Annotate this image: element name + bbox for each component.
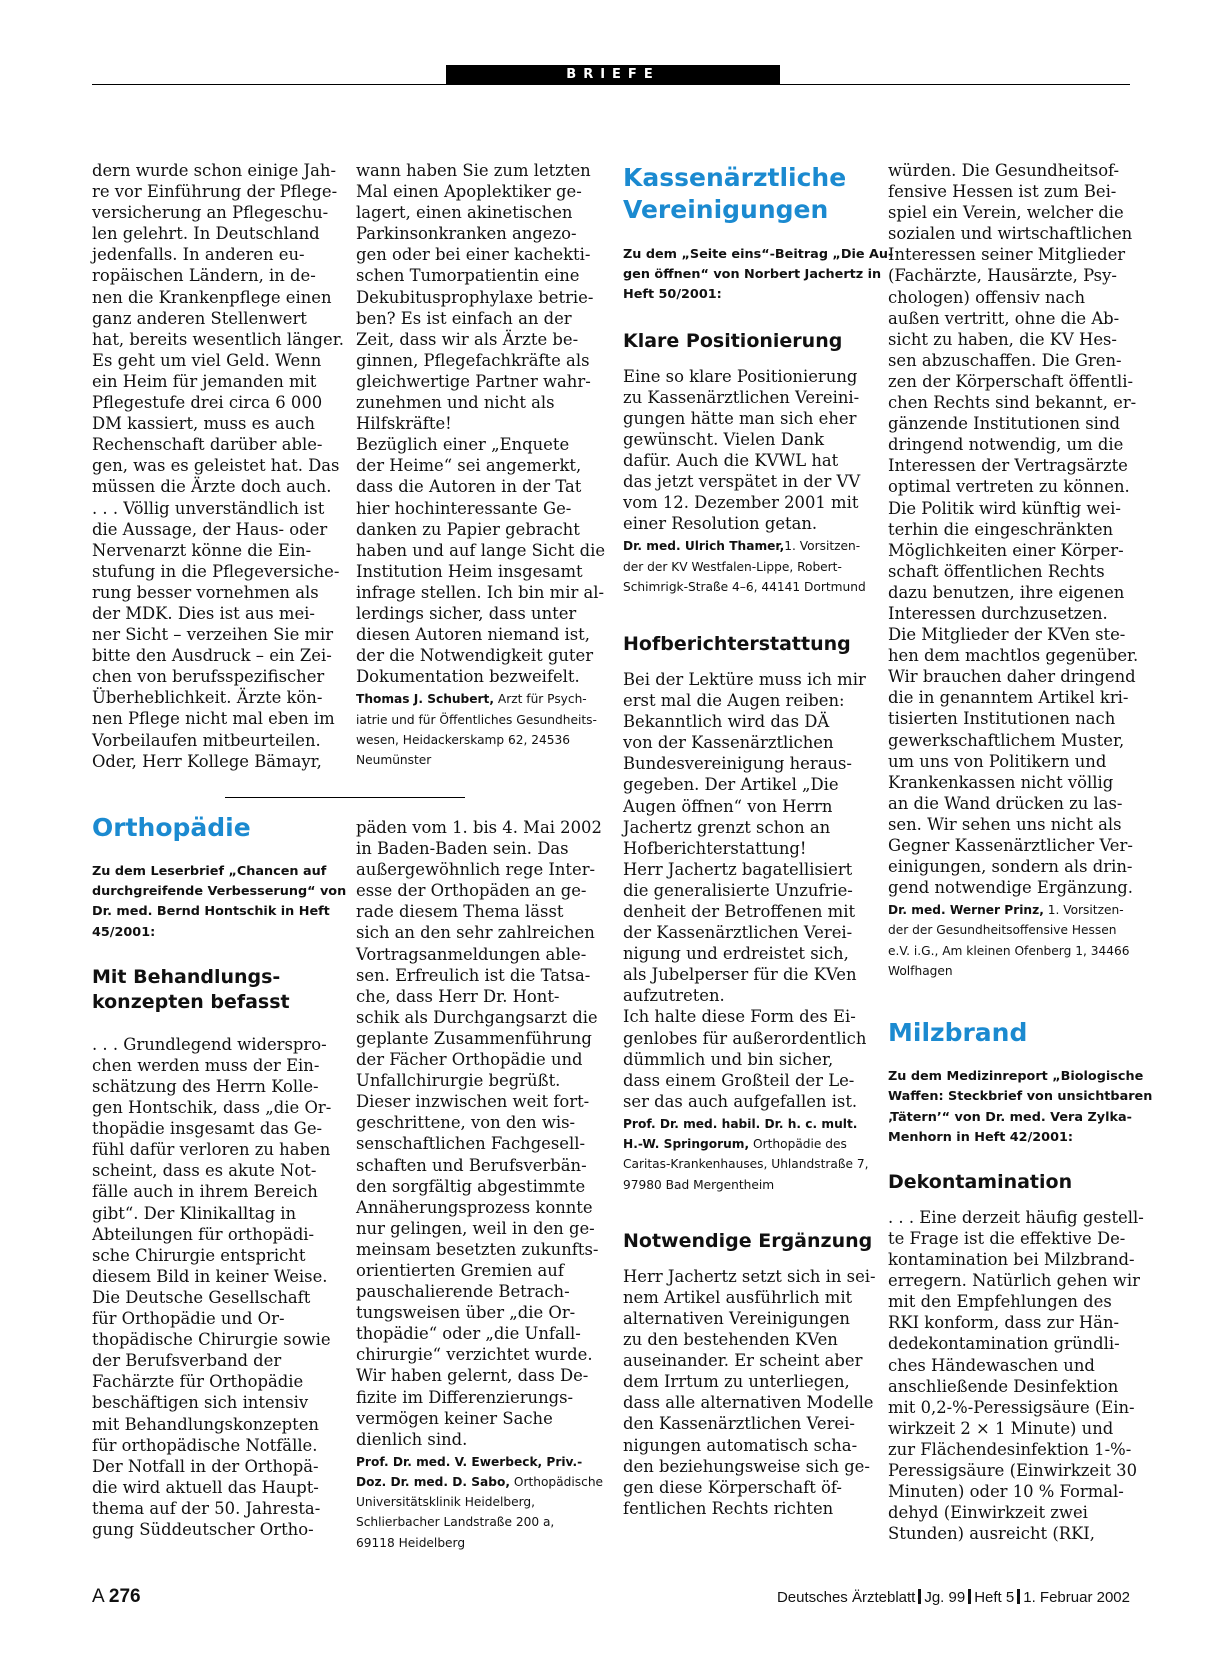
journal-name: Deutsches Ärzteblatt bbox=[776, 1589, 916, 1606]
signature-name: Dr. med. Ulrich Thamer, bbox=[623, 539, 785, 554]
signature-name: Dr. med. Werner Prinz, bbox=[888, 903, 1044, 918]
letter-subheading: Notwendige Ergänzung bbox=[623, 1229, 873, 1252]
letter-text: wann haben Sie zum letzten Mal einen Apoplektiker ge- lagert, einen akinetischen Parkinsonkranken angezo- gen oder bei einer kachekti- schen Tumorpatientin eine Dekubitusprophylaxe betrie- ben? Es ist einfach an der Zeit, dass wir als Ärzte be- ginnen, Pflegefachkräfte als gleichwertige Partner wahr- zunehmen und nicht als Hilfskräfte! Bezüglich einer „Enquete der Heime“ sei angemerkt, dass die Autoren in der Tat hier hochinteressante Ge- danken zu Papier gebracht haben und auf lange Sicht die Institution Heim insgesamt infrage stellen. Ich bin mir al- lerdings sicher, dass unter diesen Autoren niemand ist, der die Notwendigkeit guter Dokumentation bezweifelt. bbox=[356, 161, 606, 687]
letter-text: päden vom 1. bis 4. Mai 2002 in Baden-Baden sein. Das außergewöhnlich rege Inter- esse der Orthopäden an ge- rade diesem Thema lässt sich an den sehr zahlreichen Vortragsanmeldungen able- sen. Erfreulich ist die Tatsa- che, dass Herr Dr. Hont- schik als Durchgangsarzt die geplante Zusammenführung der Fächer Orthopädie und Unfallchirurgie begrüßt. Dieser inzwischen weit fort- geschrittene, von den wis- senschaftlichen Fachgesell- schaften und Berufsverbän- den sorgfältig abgestimmte Annäherungsprozess konnte nur gelingen, weil in den ge- meinsam besetzten zukunfts- orientierten Gremien auf pauschalierende Betrach- tungsweisen über „die Or- thopädie“ oder „die Unfall- chirurgie“ verzichtet wurde. Wir haben gelernt, dass De- fizite im Differenzierungs- vermögen keiner Sache dienlich sind. bbox=[356, 818, 602, 1449]
reference-intro: Zu dem Leserbrief „Chancen auf durchgreifende Verbesserung“ von Dr. med. Bernd Hontschik in Heft 45/2001: bbox=[92, 864, 347, 940]
divider-rule bbox=[225, 797, 465, 798]
footer-separator bbox=[918, 1589, 921, 1604]
letter-text: Eine so klare Positionierung zu Kassenärztlichen Vereini- gungen hätte man sich eher gewünscht. Vielen Dank dafür. Auch die KVWL hat das jetzt verspätet in der VV vom 12. Dezember 2001 mit einer Resolution getan. bbox=[623, 366, 861, 534]
signature-affiliation: Orthopädische Universitätsklinik Heidelberg, Schlierbacher Landstraße 200 a, 69118 Heidelberg bbox=[356, 1475, 604, 1550]
section-title: Milzbrand bbox=[888, 1018, 1028, 1048]
signature bbox=[888, 900, 1133, 981]
journal-date: 1. Februar 2002 bbox=[1023, 1589, 1130, 1606]
signature-affiliation: Arzt für Psych- iatrie und für Öffentliches Gesundheits- wesen, Heidackerskamp 62, 24536 Neumünster bbox=[356, 692, 597, 767]
column-4 bbox=[888, 160, 1153, 1544]
letter-subheading: Hofberichterstattung bbox=[623, 632, 851, 655]
section-kassenaerztliche-vereinigungen bbox=[623, 162, 894, 1519]
section-title: Kassenärztliche Vereinigungen bbox=[623, 163, 847, 224]
section-orthopaedie-cont bbox=[356, 817, 604, 1553]
page-number bbox=[92, 1585, 141, 1609]
letter-text: würden. Die Gesundheitsof- fensive Hessen ist zum Bei- spiel ein Verein, welcher die sozialen und wirtschaftlichen Interessen seiner Mitglieder (Fachärzte, Hausärzte, Psy- chologen) offensiv nach außen vertritt, ohne die Ab- sicht zu haben, die KV Hes- sen abzuschaffen. Die Gren- zen der Körperschaft öffentli- chen Rechts sind bekannt, er- gänzende Institutionen sind dringend notwendig, um die Interessen der Vertragsärzte optimal vertreten zu können. Die Politik wird künftig wei- terhin die eingeschränkten Möglichkeiten einer Körper- schaft öffentlichen Rechts dazu benutzen, ihre eigenen Interessen durchzusetzen. Die Mitglieder der KVen ste- hen dem machtlos gegenüber. Wir brauchen daher dringend die in genanntem Artikel kri- tisierten Institutionen nach gewerkschaftlichem Muster, um uns von Politikern und Krankenkassen nicht völlig an die Wand drücken zu las- sen. Wir sehen uns nicht als Gegner Kassenärztlicher Ver- einigungen, sondern als drin- gend notwendige Ergänzung. bbox=[888, 161, 1139, 898]
letter-text: Bei der Lektüre muss ich mir erst mal die Augen reiben: Bekanntlich wird das DÄ von der Kassenärztlichen Bundesvereinigung heraus- gegeben. Der Artikel „Die Augen öffnen“ von Herrn Jachertz grenzt schon an Hofberichterstattung! Herr Jachertz bagatellisiert die generalisierte Unzufrie- denheit der Betroffenen mit der Kassenärztlichen Verei- nigung und erdreistet sich, als Jubelperser für die KVen aufzutreten. Ich halte diese Form des Ei- genlobes für außerordentlich dümmlich und bin sicher, dass einem Großteil der Le- ser das auch aufgefallen ist. bbox=[623, 669, 867, 1111]
letter-text: . . . Eine derzeit häufig gestell- te Frage ist die effektive De- kontamination bei Milzbrand- erregern. Natürlich gehen wir mit den Empfehlungen des RKI konform, dass zur Hän- dedekontamination gründli- ches Händewaschen und anschließende Desinfektion mit 0,2-%-Peressigsäure (Ein- wirkzeit 2 × 1 Minute) und zur Flächendesinfektion 1-%- Peressigsäure (Einwirkzeit 30 Minuten) oder 10 % Formal- dehyd (Einwirkzeit zwei Stunden) ausreicht (RKI, bbox=[888, 1207, 1144, 1544]
signature-affiliation: 1. Vorsitzen- der der KV Westfalen-Lippe, Robert- Schimrigk-Straße 4–6, 44141 Dortmund bbox=[623, 539, 866, 594]
column-2-top bbox=[356, 160, 606, 770]
letter-text: dern wurde schon einige Jah- re vor Einführung der Pflege- versicherung an Pflegeschu- len gelehrt. In Deutschland jedenfalls. In anderen eu- ropäischen Ländern, in de- nen die Krankenpflege einen ganz anderen Stellenwert hat, bereits wesentlich länger. Es geht um viel Geld. Wenn ein Heim für jemanden mit Pflegestufe drei circa 6 000 DM kassiert, muss es auch Rechenschaft darüber able- gen, was es geleistet hat. Das müssen die Ärzte doch auch. . . . Völlig unverständlich ist die Aussage, der Haus- oder Nervenarzt könne die Ein- stufung in die Pflegeversiche- rung besser vornehmen als der MDK. Dies ist aus mei- ner Sicht – verzeihen Sie mir bitte den Ausdruck – ein Zei- chen von berufsspezifischer Überheblichkeit. Ärzte kön- nen Pflege nicht mal eben im Vorbeilaufen mitbeurteilen. Oder, Herr Kollege Bämayr, bbox=[92, 161, 344, 771]
signature-affiliation: Orthopädie des Caritas-Krankenhauses, Uhlandstraße 7, 97980 Bad Mergentheim bbox=[623, 1137, 869, 1192]
section-title: Orthopädie bbox=[92, 813, 251, 842]
letter-text: Herr Jachertz setzt sich in sei- nem Artikel ausführlich mit alternativen Vereinigungen zu den bestehenden KVen auseinander. Er scheint aber dem Irrtum zu unterliegen, dass alle alternativen Modelle den Kassenärztlichen Verei- nigungen automatisch scha- den beziehungsweise sich ge- gen diese Körperschaft öf- fentlichen Rechts richten bbox=[623, 1266, 876, 1518]
section-orthopaedie bbox=[92, 812, 352, 1540]
signature bbox=[356, 689, 601, 770]
signature-name: Prof. Dr. med. habil. Dr. h. c. mult. H.-W. Springorum, bbox=[623, 1116, 858, 1152]
journal-volume: Jg. 99 bbox=[924, 1589, 966, 1606]
signature-name: Prof. Dr. med. V. Ewerbeck, Priv.- Doz. Dr. med. D. Sabo, bbox=[356, 1454, 583, 1490]
section-label: BRIEFE bbox=[446, 65, 780, 85]
signature bbox=[356, 1452, 604, 1553]
reference-intro: Zu dem Medizinreport „Biologische Waffen: Steckbrief von unsichtbaren ‚Tätern’“ von Dr. med. Vera Zylka- Menhorn in Heft 42/2001: bbox=[888, 1069, 1153, 1145]
page-number-value: 276 bbox=[108, 1586, 141, 1607]
page-prefix: A bbox=[92, 1586, 109, 1607]
signature-name: Thomas J. Schubert, bbox=[356, 692, 495, 707]
letter-text: . . . Grundlegend widerspro- chen werden muss der Ein- schätzung des Herrn Kolle- gen Hontschik, dass „die Or- thopädie insgesamt das Ge- fühl dafür verloren zu haben scheint, dass es akute Not- fälle auch in ihrem Bereich gibt“. Der Klinikalltag in Abteilungen für orthopädi- sche Chirurgie entspricht diesem Bild in keiner Weise. Die Deutsche Gesellschaft für Orthopädie und Or- thopädische Chirurgie sowie der Berufsverband der Fachärzte für Orthopädie beschäftigen sich intensiv mit Behandlungskonzepten für orthopädische Notfälle. Der Notfall in der Orthopä- die wird aktuell das Haupt- thema auf der 50. Jahresta- gung Süddeutscher Ortho- bbox=[92, 1034, 332, 1539]
footer-separator bbox=[1017, 1589, 1020, 1604]
letter-subheading: Klare Positionierung bbox=[623, 329, 843, 352]
signature bbox=[623, 1114, 868, 1195]
letter-subheading: Mit Behandlungs- konzepten befasst bbox=[92, 965, 290, 1013]
signature-affiliation: 1. Vorsitzen- der der Gesundheitsoffensive Hessen e.V. i.G., Am kleinen Ofenberg 1, 34466 Wolfhagen bbox=[888, 903, 1130, 978]
column-1-top bbox=[92, 160, 344, 772]
reference-intro: Zu dem „Seite eins“-Beitrag „Die Au- gen öffnen“ von Norbert Jachertz in Heft 50/2001: bbox=[623, 247, 894, 303]
journal-footer bbox=[767, 1588, 1130, 1608]
letter-subheading: Dekontamination bbox=[888, 1170, 1073, 1193]
signature bbox=[623, 536, 868, 597]
journal-issue: Heft 5 bbox=[974, 1589, 1015, 1606]
footer-separator bbox=[968, 1589, 971, 1604]
